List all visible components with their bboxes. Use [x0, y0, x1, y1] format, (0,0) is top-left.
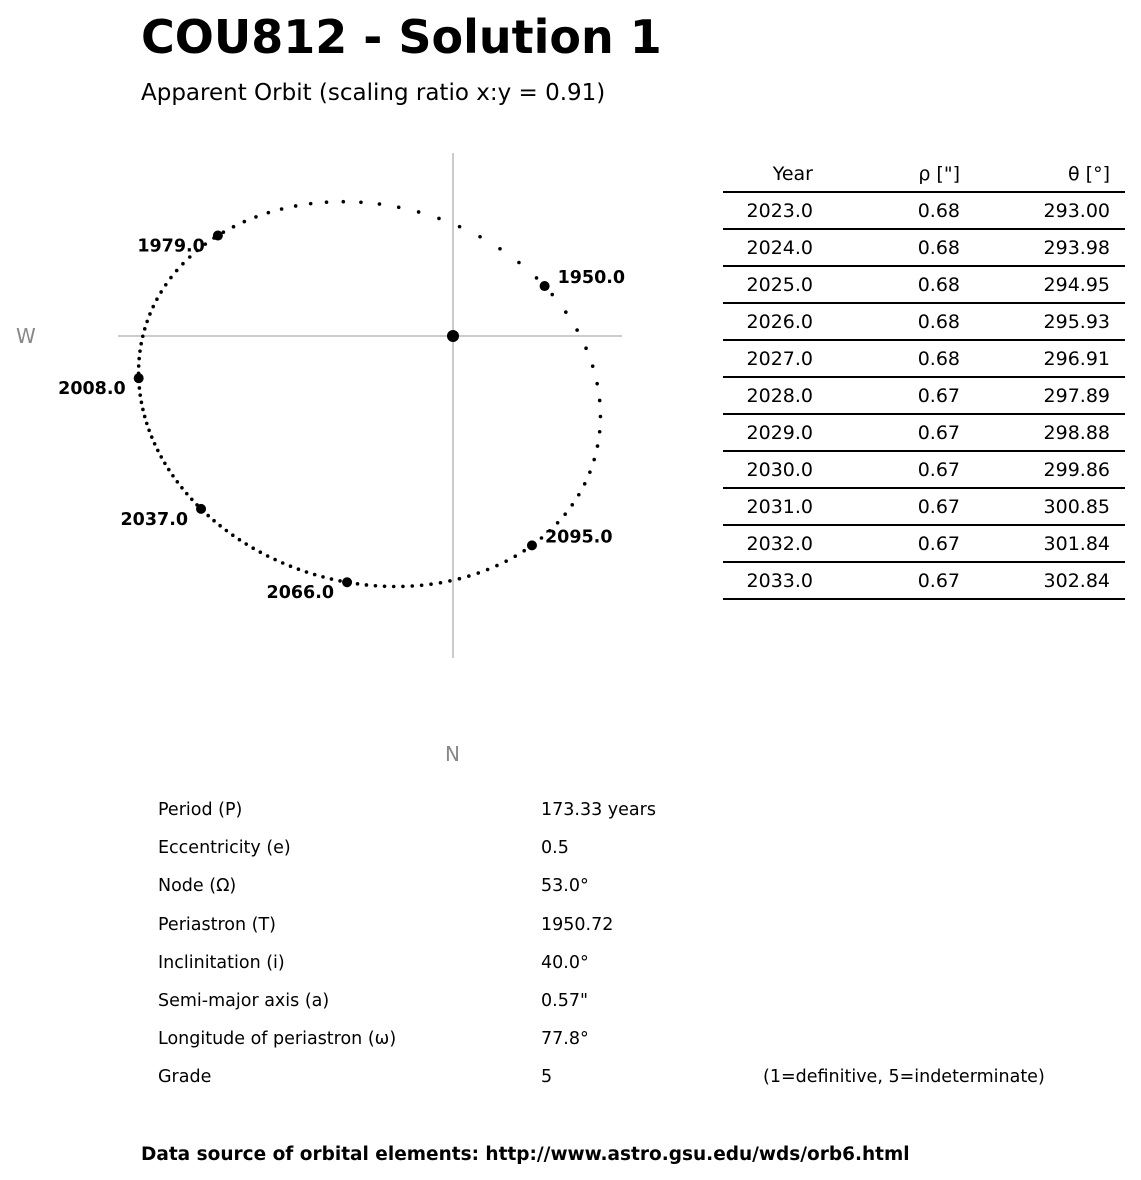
ephemeris-theta: 300.85	[960, 488, 1110, 525]
ephemeris-year: 2032.0	[723, 525, 813, 562]
orbit-dot	[338, 579, 342, 583]
orbit-dot	[374, 584, 378, 588]
ephemeris-year: 2024.0	[723, 229, 813, 266]
orbit-dot	[378, 202, 382, 206]
orbit-dot	[595, 382, 599, 386]
orbit-dot	[147, 429, 151, 433]
primary-star	[447, 330, 459, 342]
ephemeris-row	[723, 562, 1125, 599]
orbit-dot	[212, 519, 216, 523]
orbit-dot	[417, 210, 421, 214]
ephemeris-theta: 296.91	[960, 340, 1110, 377]
ephemeris-year: 2033.0	[723, 562, 813, 599]
orbit-dot	[583, 482, 587, 486]
ephemeris-theta: 297.89	[960, 377, 1110, 414]
orbit-dot	[206, 514, 210, 518]
orbit-dot	[513, 554, 517, 558]
orbit-dot	[218, 524, 222, 528]
ephemeris-rho: 0.67	[813, 414, 960, 451]
ephemeris-pad	[1110, 229, 1125, 266]
orbit-dot	[313, 573, 317, 577]
orbit-dot	[478, 235, 482, 239]
orbit-dot	[150, 435, 154, 439]
ephemeris-theta: 298.88	[960, 414, 1110, 451]
ephemeris-pad	[1110, 340, 1125, 377]
orbit-dot	[151, 305, 155, 309]
ephemeris-theta: 299.86	[960, 451, 1110, 488]
ephemeris-theta: 295.93	[960, 303, 1110, 340]
epoch-point	[540, 281, 550, 291]
orbit-dot	[181, 262, 185, 266]
orbit-dot	[448, 579, 452, 583]
element-label: Periastron (T)	[158, 914, 276, 935]
epoch-label: 1950.0	[557, 268, 626, 289]
ephemeris-year: 2025.0	[723, 266, 813, 303]
element-value: 0.5	[541, 838, 569, 859]
orbit-dot	[550, 293, 554, 297]
orbit-dot	[141, 408, 145, 412]
orbit-dot	[563, 512, 567, 516]
orbit-dot	[596, 444, 600, 448]
orbit-dot	[540, 536, 544, 540]
ephemeris-row	[723, 525, 1125, 562]
orbit-dot	[401, 585, 405, 589]
epoch-label: 1979.0	[137, 236, 205, 257]
ephemeris-pad	[1110, 303, 1125, 340]
orbit-dot	[185, 492, 189, 496]
ephemeris-year: 2031.0	[723, 488, 813, 525]
orbit-dot	[575, 328, 579, 332]
element-value: 40.0°	[541, 952, 589, 973]
ephemeris-year: 2029.0	[723, 414, 813, 451]
ephemeris-header-year: Year	[723, 156, 813, 192]
orbit-dot	[420, 583, 424, 587]
orbit-dot	[392, 585, 396, 589]
orbit-dot	[437, 217, 441, 221]
epoch-label: 2008.0	[58, 379, 126, 400]
ephemeris-theta: 293.00	[960, 192, 1110, 229]
orbit-dot	[356, 582, 360, 586]
orbit-dot	[244, 542, 248, 546]
ephemeris-year: 2026.0	[723, 303, 813, 340]
orbit-dot	[365, 583, 369, 587]
orbit-dot	[297, 567, 301, 571]
orbit-dot	[232, 225, 236, 229]
orbit-dot	[359, 200, 363, 204]
orbit-dot	[570, 503, 574, 507]
orbit-dot	[163, 462, 167, 466]
orbit-dot	[556, 521, 560, 525]
ephemeris-pad	[1110, 414, 1125, 451]
orbit-plot	[0, 130, 700, 780]
orbit-dot	[598, 399, 602, 403]
orbit-dot	[467, 574, 471, 578]
orbit-dot	[522, 549, 526, 553]
north-label: N	[445, 742, 460, 766]
ephemeris-pad	[1110, 192, 1125, 229]
orbit-dot	[175, 269, 179, 273]
page-title: COU812 - Solution 1	[141, 10, 662, 64]
orbit-dot	[137, 357, 141, 361]
orbit-dot	[342, 200, 346, 204]
ephemeris-header-row	[723, 156, 1125, 192]
orbit-dot	[598, 430, 602, 434]
ephemeris-year: 2030.0	[723, 451, 813, 488]
orbit-dot	[476, 571, 480, 575]
orbit-dot	[309, 202, 313, 206]
epoch-point	[527, 540, 537, 550]
page-subtitle: Apparent Orbit (scaling ratio x:y = 0.91)	[141, 80, 606, 106]
element-label: Eccentricity (e)	[158, 838, 291, 859]
element-value: 0.57"	[541, 990, 589, 1011]
orbit-dot	[535, 276, 539, 280]
orbit-dot	[225, 529, 229, 533]
orbit-dot	[238, 538, 242, 542]
orbit-dot	[148, 312, 152, 316]
orbit-dot	[167, 468, 171, 472]
ephemeris-theta: 293.98	[960, 229, 1110, 266]
element-label: Grade	[158, 1067, 212, 1088]
ephemeris-rho: 0.67	[813, 562, 960, 599]
epoch-point	[196, 504, 206, 514]
orbit-dot	[458, 577, 462, 581]
orbit-dot	[495, 564, 499, 568]
ephemeris-header-pad	[1110, 156, 1125, 192]
epoch-point	[213, 231, 223, 241]
epoch-label: 2066.0	[266, 583, 335, 604]
ephemeris-row	[723, 229, 1125, 266]
orbit-dot	[289, 564, 293, 568]
ephemeris-theta: 302.84	[960, 562, 1110, 599]
orbit-dot	[504, 559, 508, 563]
element-value: 77.8°	[541, 1029, 589, 1050]
ephemeris-row	[723, 303, 1125, 340]
element-value: 5	[541, 1067, 553, 1088]
element-value: 173.33 years	[541, 800, 656, 820]
orbit-dot	[138, 349, 142, 353]
ephemeris-rho: 0.67	[813, 525, 960, 562]
orbit-dot	[176, 480, 180, 484]
orbit-dot	[294, 204, 298, 208]
ephemeris-row	[723, 340, 1125, 377]
orbit-dot	[588, 470, 592, 474]
orbit-dot	[153, 442, 157, 446]
orbit-dot	[429, 582, 433, 586]
orbit-dot	[584, 346, 588, 350]
orbit-dot	[159, 455, 163, 459]
orbit-dot	[190, 498, 194, 502]
orbit-dot	[251, 546, 255, 550]
epoch-label: 2095.0	[544, 527, 613, 548]
ephemeris-row	[723, 377, 1125, 414]
orbit-dot	[439, 581, 443, 585]
orbit-dot	[599, 415, 603, 419]
ephemeris-rho: 0.68	[813, 192, 960, 229]
orbit-dot	[486, 568, 490, 572]
orbit-dot	[180, 486, 184, 490]
orbit-dot	[139, 342, 143, 346]
element-note: (1=definitive, 5=indeterminate)	[763, 1067, 1045, 1088]
orbit-dot	[267, 211, 271, 215]
orbit-dot	[145, 320, 149, 324]
ephemeris-header-theta: θ [°]	[960, 156, 1110, 192]
ephemeris-rho: 0.68	[813, 340, 960, 377]
ephemeris-row	[723, 266, 1125, 303]
orbit-dot	[140, 401, 144, 405]
orbit-dots	[137, 200, 602, 588]
orbit-dot	[273, 558, 277, 562]
ephemeris-pad	[1110, 562, 1125, 599]
orbit-dot	[155, 297, 159, 301]
epoch-point	[134, 373, 144, 383]
orbit-dot	[564, 310, 568, 314]
element-value: 53.0°	[541, 876, 589, 897]
element-label: Semi-major axis (a)	[158, 990, 330, 1011]
ephemeris-pad	[1110, 451, 1125, 488]
orbit-dot	[397, 205, 401, 209]
orbit-dot	[383, 584, 387, 588]
ephemeris-rho: 0.67	[813, 488, 960, 525]
orbit-dot	[280, 207, 284, 211]
ephemeris-header-rho: ρ ["]	[813, 156, 960, 192]
orbit-dot	[159, 290, 163, 294]
ephemeris-pad	[1110, 266, 1125, 303]
ephemeris-year: 2027.0	[723, 340, 813, 377]
element-label: Node (Ω)	[158, 876, 237, 897]
orbit-dot	[243, 220, 247, 224]
orbit-dot	[321, 575, 325, 579]
ephemeris-table	[723, 156, 1125, 600]
ephemeris-theta: 294.95	[960, 266, 1110, 303]
ephemeris-pad	[1110, 525, 1125, 562]
orbit-dot	[171, 474, 175, 478]
orbit-dot	[591, 364, 595, 368]
ephemeris-rho: 0.67	[813, 451, 960, 488]
orbit-dot	[577, 493, 581, 497]
ephemeris-rho: 0.67	[813, 377, 960, 414]
orbit-dot	[156, 449, 160, 453]
orbit-dot	[138, 386, 142, 390]
west-label: W	[16, 324, 36, 348]
orbit-dot	[138, 393, 142, 397]
orbit-dot	[231, 533, 235, 537]
ephemeris-year: 2023.0	[723, 192, 813, 229]
orbit-dot	[458, 225, 462, 229]
orbit-dot	[517, 261, 521, 265]
orbit-dot	[266, 554, 270, 558]
element-value: 1950.72	[541, 914, 614, 935]
element-label: Inclinitation (i)	[158, 952, 285, 973]
element-label: Longitude of periastron (ω)	[158, 1029, 397, 1050]
ephemeris-row	[723, 414, 1125, 451]
orbit-dot	[330, 577, 334, 581]
ephemeris-rho: 0.68	[813, 229, 960, 266]
orbit-dot	[169, 276, 173, 280]
orbit-dot	[143, 415, 147, 419]
data-source-footer: Data source of orbital elements: http://www.astro.gsu.edu/wds/orb6.html	[141, 1144, 910, 1165]
ephemeris-rho: 0.68	[813, 303, 960, 340]
ephemeris-rho: 0.68	[813, 266, 960, 303]
ephemeris-row	[723, 451, 1125, 488]
orbit-dot	[281, 561, 285, 565]
ephemeris-pad	[1110, 377, 1125, 414]
orbit-dot	[498, 247, 502, 251]
epoch-point	[342, 577, 352, 587]
element-label: Period (P)	[158, 800, 243, 820]
orbit-dot	[141, 334, 145, 338]
ephemeris-pad	[1110, 488, 1125, 525]
ephemeris-year: 2028.0	[723, 377, 813, 414]
epoch-label: 2037.0	[120, 509, 189, 530]
ephemeris-theta: 301.84	[960, 525, 1110, 562]
orbit-dot	[410, 584, 414, 588]
orbit-dot	[325, 200, 329, 204]
ephemeris-row	[723, 488, 1125, 525]
orbit-dot	[137, 364, 141, 368]
ephemeris-body	[723, 192, 1125, 599]
orbit-dot	[592, 458, 596, 462]
orbit-dot	[145, 422, 149, 426]
ephemeris-row	[723, 192, 1125, 229]
orbit-dot	[254, 215, 258, 219]
orbit-dot	[305, 570, 309, 574]
orbit-dot	[259, 550, 263, 554]
orbit-dot	[164, 283, 168, 287]
orbit-dot	[143, 327, 147, 331]
